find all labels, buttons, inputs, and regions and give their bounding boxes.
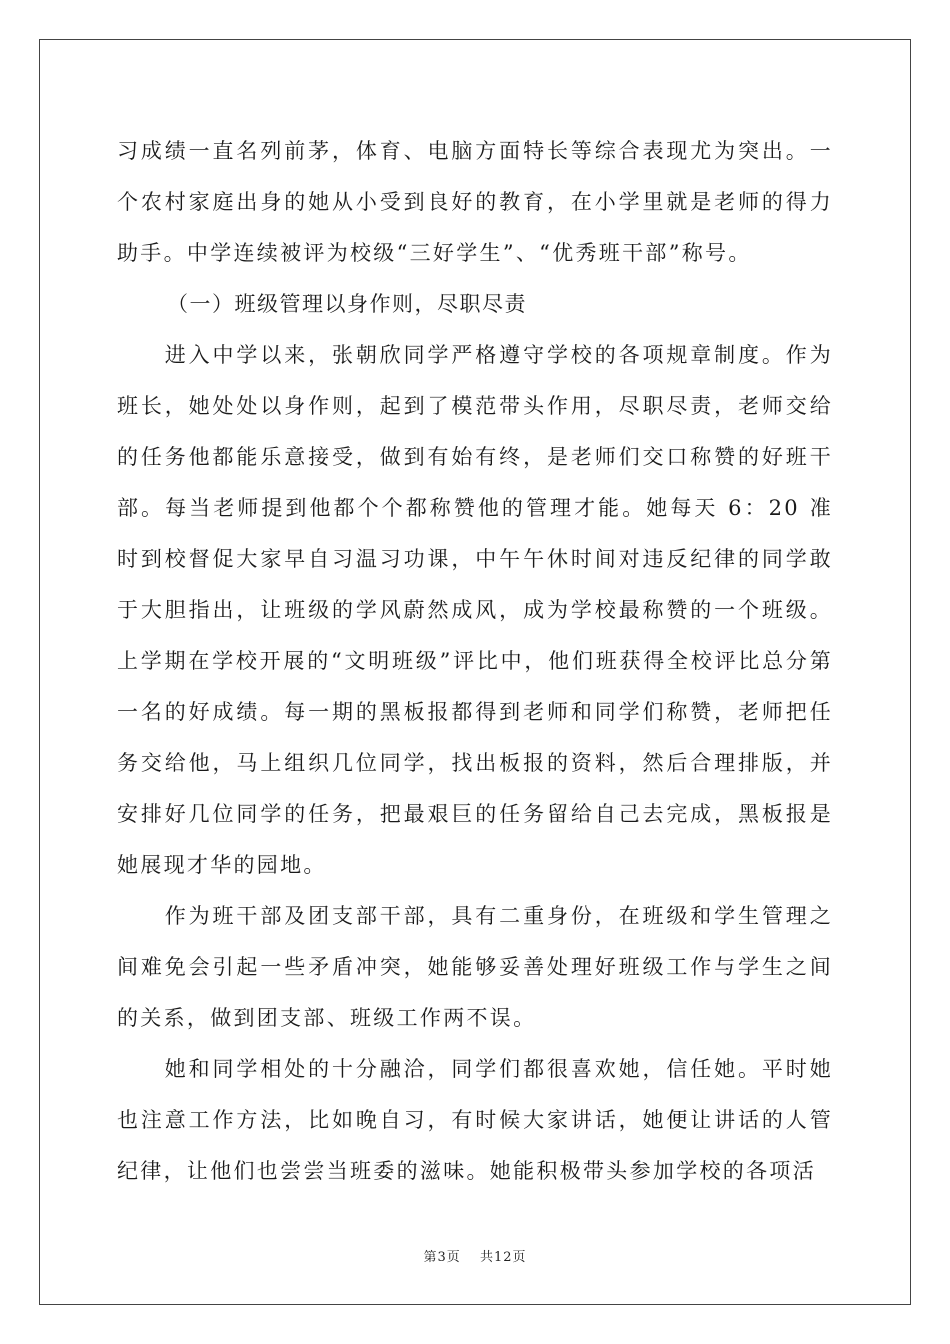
paragraph-classmates: 她和同学相处的十分融洽，同学们都很喜欢她，信任她。平时她也注意工作方法，比如晚自习，有时候大家讲话，她便让讲话的人管纪律，让他们也尝尝当班委的滋味。她能积极带头参加学校的各项活 [117,1057,833,1183]
page-total: 共12页 [479,1250,527,1265]
document-body [117,126,833,1197]
paragraph-dual-role: 作为班干部及团支部干部，具有二重身份，在班级和学生管理之间难免会引起一些矛盾冲突，她能够妥善处理好班级工作与学生之间的关系，做到团支部、班级工作两不误。 [117,904,833,1030]
paragraph-class-management: 进入中学以来，张朝欣同学严格遵守学校的各项规章制度。作为班长，她处处以身作则，起到了模范带头作用，尽职尽责，老师交给的任务他都能乐意接受，做到有始有终，是老师们交口称赞的好班干部。每当老师提到他都个个都称赞他的管理才能。她每天 6：20 准时到校督促大家早自习温习功课，中午午休时间对违反纪律的同学敢于大胆指出，让班级的学风蔚然成风，成为学校最称赞的一个班级。上学期在学校开展的“文明班级”评比中，他们班获得全校评比总分第一名的好成绩。每一期的黑板报都得到老师和同学们称赞，老师把任务交给他，马上组织几位同学，找出板报的资料，然后合理排版，并安排好几位同学的任务，把最艰巨的任务留给自己去完成，黑板报是她展现才华的园地。 [117,343,833,877]
section-heading: （一）班级管理以身作则，尽职尽责 [167,292,527,316]
paragraph-intro: 习成绩一直名列前茅，体育、电脑方面特长等综合表现尤为突出。一个农村家庭出身的她从小受到良好的教育，在小学里就是老师的得力助手。中学连续被评为校级“三好学生”、“优秀班干部”称号。 [117,139,833,265]
page-footer [0,1246,950,1265]
page-number: 第3页 [423,1250,461,1265]
